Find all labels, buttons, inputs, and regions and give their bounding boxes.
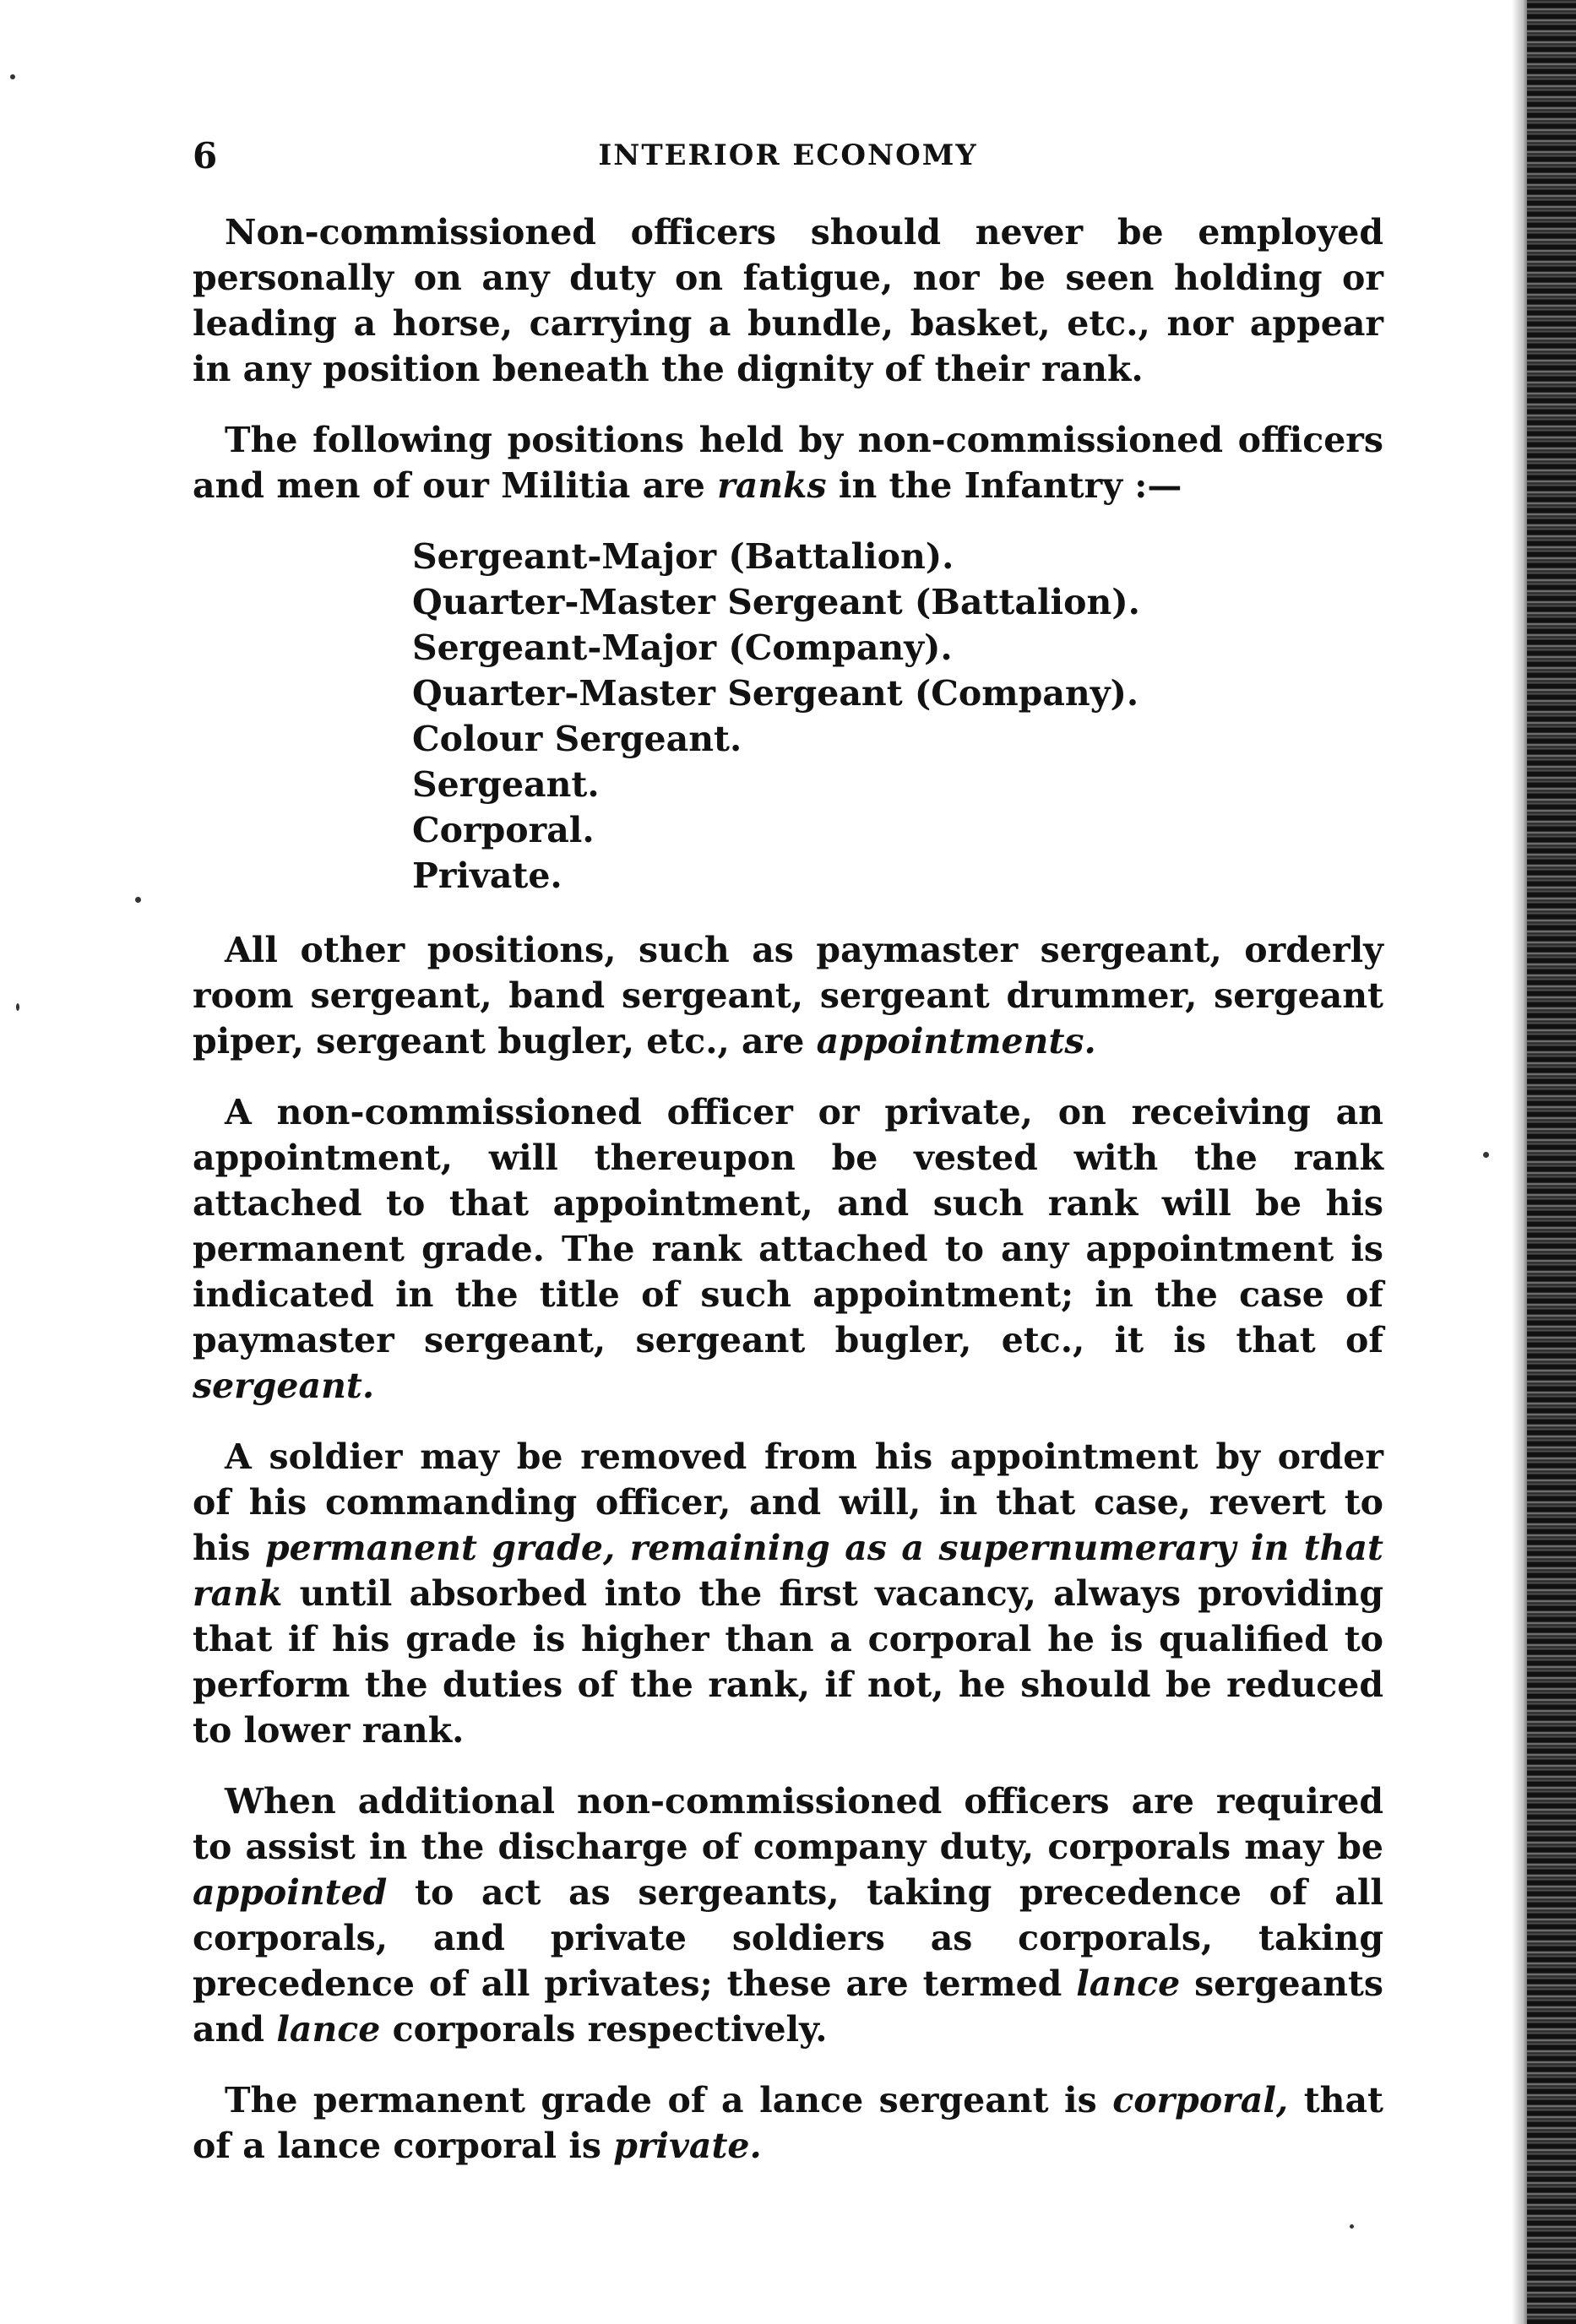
rank-item: Corporal. <box>412 810 595 850</box>
paragraph-group-before-list <box>193 209 1383 508</box>
print-speck <box>135 897 141 903</box>
paragraph-text: sergeants and <box>193 1963 1383 2050</box>
paragraph-text: A soldier may be removed from his appointment by order of his commanding officer, and will, in that case, revert to his <box>193 1436 1383 1568</box>
italic-text: corporal, <box>1112 2080 1289 2120</box>
book-binding-edge <box>1527 0 1576 2324</box>
paragraph-text: The following positions held by non-commissioned officers and men of our Militia are <box>193 420 1383 506</box>
rank-item: Sergeant. <box>412 764 600 805</box>
paragraph-text: A non-commissioned officer or private, on receiving an appointment, will thereupon be vested with the rank attached to that appointment, and such rank will be his permanent grade. The rank attached to any appointment is indicated in the title of such appointment; in the case of paymaster sergeant, sergeant bugler, etc., it is that of <box>193 1092 1383 1360</box>
paragraph <box>193 209 1383 392</box>
print-speck <box>1350 2224 1354 2229</box>
italic-text: lance <box>276 2009 381 2050</box>
paragraph-text: corporals respectively. <box>380 2009 828 2050</box>
page-number: 6 <box>193 135 218 176</box>
rank-item: Private. <box>412 855 562 896</box>
running-head: INTERIOR ECONOMY <box>598 138 978 172</box>
italic-text: ranks <box>717 465 827 506</box>
print-speck <box>10 74 15 79</box>
paragraph-text: When additional non-commissioned officers are required to assist in the discharge of company duty, corporals may be <box>193 1781 1383 1867</box>
print-speck <box>16 1003 19 1011</box>
rank-item: Sergeant-Major (Company). <box>412 627 953 668</box>
paragraph <box>193 1089 1383 1409</box>
paragraph <box>193 1434 1383 1753</box>
italic-text: private. <box>613 2126 762 2166</box>
italic-text: sergeant. <box>193 1366 375 1406</box>
paragraph <box>193 417 1383 508</box>
italic-text: permanent grade, remaining as a supernumerary in that rank <box>193 1528 1383 1614</box>
rank-item: Sergeant-Major (Battalion). <box>412 536 954 577</box>
rank-item: Quarter-Master Sergeant (Company). <box>412 673 1139 714</box>
rank-item: Quarter-Master Sergeant (Battalion). <box>412 582 1140 622</box>
italic-text: appointments. <box>816 1021 1096 1062</box>
paragraph-group-after-list <box>193 927 1383 2169</box>
italic-text: appointed <box>193 1872 388 1913</box>
rank-list <box>412 534 1383 899</box>
paragraph-text: The permanent grade of a lance sergeant is <box>225 2080 1113 2120</box>
rank-item: Colour Sergeant. <box>412 719 742 759</box>
paragraph <box>193 2077 1383 2169</box>
paragraph <box>193 1778 1383 2052</box>
page-header <box>193 135 1383 186</box>
paragraph <box>193 927 1383 1064</box>
italic-text: lance <box>1076 1963 1181 2004</box>
print-speck <box>1483 1152 1489 1158</box>
paragraph-text: to act as sergeants, taking precedence of all corporals, and private soldiers as corporals, taking precedence of all privates; these are termed <box>193 1872 1383 2004</box>
paragraph-text: that of a lance corporal is <box>193 2080 1383 2166</box>
paragraph-text: Non-commissioned officers should never be employed personally on any duty on fatigue, nor be seen holding or leading a horse, carrying a bundle, basket, etc., nor appear in any position beneath the dignity of their rank. <box>193 212 1383 389</box>
paragraph-text: until absorbed into the first vacancy, always providing that if his grade is higher than a corporal he is qualified to perform the duties of the rank, if not, he should be reduced to lower rank. <box>193 1573 1383 1751</box>
paragraph-text: in the Infantry :— <box>826 465 1182 506</box>
paragraph-text: All other positions, such as paymaster sergeant, orderly room sergeant, band sergeant, sergeant drummer, sergeant piper, sergeant bugler, etc., are <box>193 930 1383 1062</box>
page-body <box>193 209 1383 2194</box>
